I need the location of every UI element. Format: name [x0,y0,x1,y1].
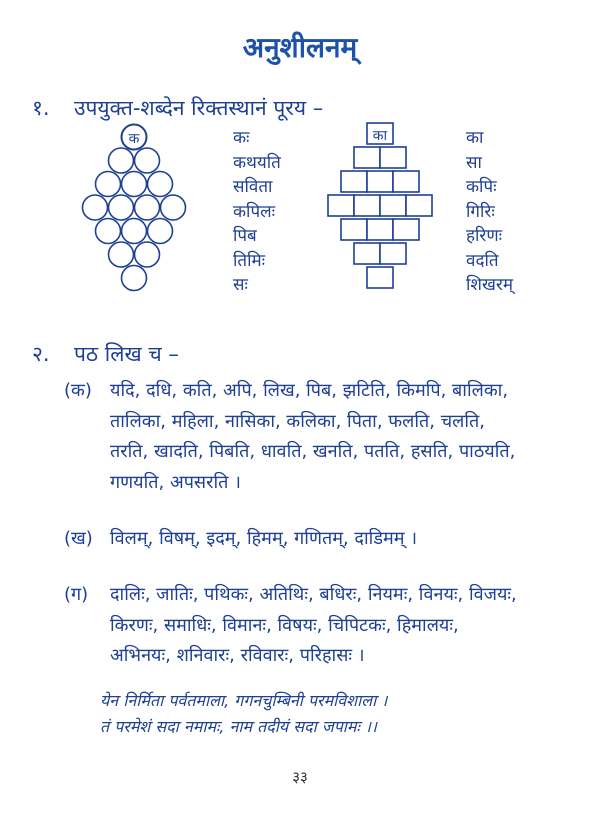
text-line: यदि, दधि, कति, अपि, लिख, पिब, झटिति, किमपि, बालिका, [110,380,509,401]
section-kha [64,524,594,558]
list-item: पिब [233,226,257,246]
list-item: सविता [233,177,273,197]
blank-circle [109,242,134,267]
blank-box [354,243,380,264]
box-diamond-diagram [322,120,438,296]
blank-box [380,147,406,168]
text-line: दालिः, जातिः, पथिकः, अतिथिः, बधिरः, नियमः, विनयः, विजयः, [110,584,517,605]
text-line: अभिनयः, शनिवारः, रविवारः, परिहासः । [110,645,365,666]
question-1-number: १. [32,96,50,120]
blank-box [367,171,393,192]
blank-box [393,171,419,192]
text-line: तरति, खादति, पिबति, धावति, खनति, पतति, हसति, पाठयति, [110,441,516,462]
blank-circle [135,242,160,267]
question-2-number: २. [32,342,50,366]
circle-label: क [128,131,140,147]
question-2-instruction: पठ लिख च – [74,342,179,366]
blank-circle [148,172,173,197]
section-ga-label: (ग) [64,584,89,605]
section-ka-label: (क) [64,380,92,401]
blank-box [393,219,419,240]
box-label: का [372,128,388,144]
text-line: किरणः, समाधिः, विमानः, विषयः, चिपिटकः, हिमालयः, [110,614,459,636]
box-grid [328,123,432,288]
list-item: गिरिः [466,201,495,222]
section-ka-text [110,376,515,498]
list-item: कः [233,128,250,148]
blank-circle [135,195,160,220]
blank-box [367,219,393,240]
verse-line: तं परमेशं सदा नमामः, नाम तदीयं सदा जपामः ।। [100,717,377,736]
verse [100,688,387,740]
blank-circle [83,195,108,220]
list-item: कथयति [233,152,281,173]
circle-grid [83,125,186,291]
blank-circle [109,195,134,220]
list-item: तिमिः [233,250,266,271]
circle-diamond-diagram [76,118,192,298]
blank-box [406,195,432,216]
blank-box [341,171,367,192]
text-line: गणयति, अपसरति । [110,471,241,493]
list-item: कपिलः [233,201,276,222]
blank-box [354,147,380,168]
blank-circle [161,195,186,220]
blank-circle [122,266,147,291]
blank-circle [135,148,160,173]
circle-word-list [233,126,281,298]
section-ka [64,376,594,506]
box-word-list [466,126,513,298]
blank-circle [109,148,134,173]
blank-circle [122,219,147,244]
page-number: ३३ [292,768,308,786]
section-kha-label: (ख) [64,528,93,549]
section-ga [64,580,594,680]
text-line: विलम्, विषम्, इदम्, हिमम्, गणितम्, दाडिमम् । [110,528,418,549]
question-2-heading [32,340,179,368]
list-item: वदति [466,250,499,271]
list-item: सः [233,275,248,295]
list-item: हरिणः [466,226,503,246]
list-item: कपिः [466,177,497,197]
blank-circle [96,172,121,197]
list-item: शिखरम् [466,275,513,295]
blank-box [367,267,393,288]
blank-box [380,243,406,264]
section-ga-text [110,580,517,672]
blank-box [380,195,406,216]
question-1-instruction: उपयुक्त-शब्देन रिक्तस्थानं पूरय – [74,96,324,120]
blank-box [354,195,380,216]
blank-box [341,219,367,240]
blank-circle [122,172,147,197]
blank-circle [96,219,121,244]
text-line: तालिका, महिला, नासिका, कलिका, पिता, फलति, चलति, [110,410,486,432]
list-item: सा [466,152,482,173]
verse-line: येन निर्मिता पर्वतमाला, गगनचुम्बिनी परमविशाला । [100,691,388,710]
blank-circle [148,219,173,244]
blank-box [328,195,354,216]
list-item: का [466,128,484,148]
page-title: अनुशीलनम् [242,31,358,64]
section-kha-text [110,524,417,555]
